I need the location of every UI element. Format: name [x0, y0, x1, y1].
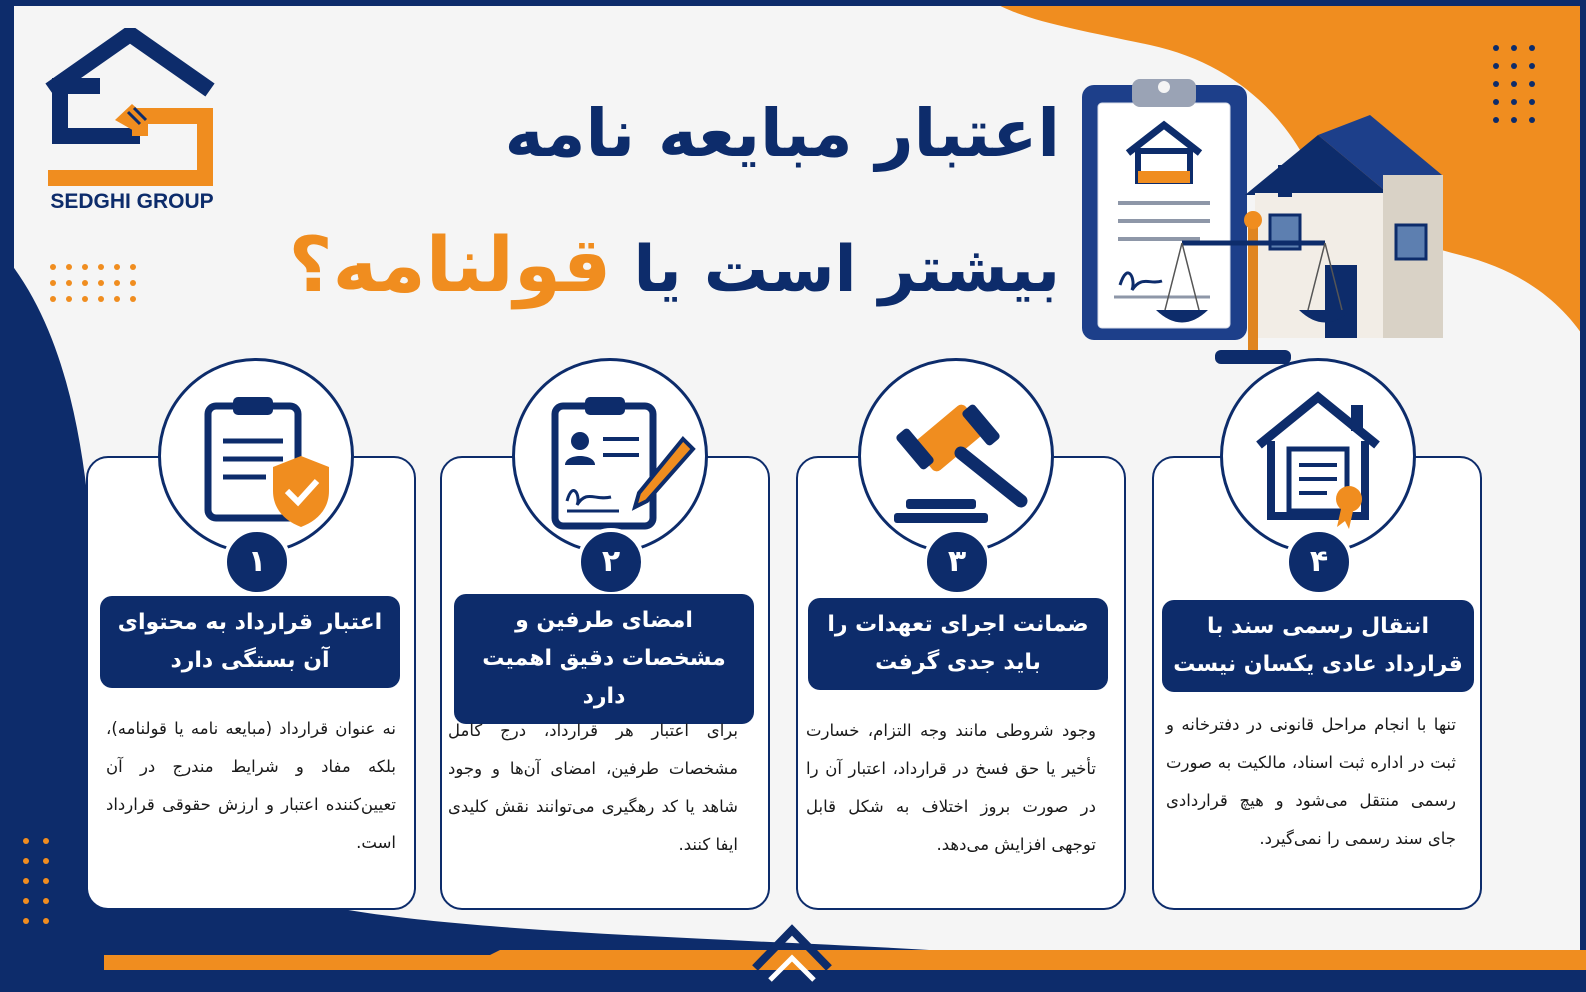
orange-bottom-strip [104, 955, 1560, 970]
title-line-2 [230, 220, 1060, 309]
card-2-number: ۲ [577, 528, 645, 596]
navy-top-border [0, 0, 1586, 6]
card-3-icon-circle [858, 358, 1054, 554]
house-deed-icon [1223, 361, 1413, 551]
hero-illustration [1070, 75, 1450, 375]
signed-document-pen-icon [515, 361, 705, 551]
dot-grid-bottom-left [20, 835, 70, 935]
dot-grid-top-right [1490, 42, 1550, 132]
card-1-icon-circle [158, 358, 354, 554]
card-4-number: ۴ [1285, 528, 1353, 596]
card-3-heading: ضمانت اجرای تعهدات را باید جدی گرفت [808, 598, 1108, 690]
card-4-icon-circle [1220, 358, 1416, 554]
navy-bottom-strip [104, 970, 1586, 992]
card-3-body: وجود شروطی مانند وجه التزام، خسارت تأخیر یا حق فسخ در قرارداد، اعتبار آن را در صورت بروز اختلاف به شکل قابل توجهی افزایش می‌دهد. [806, 721, 1096, 854]
sedghi-logo-icon [40, 28, 220, 188]
title-line-2-main: بیشتر است یا [611, 233, 1060, 307]
card-4-heading: انتقال رسمی سند با قرارداد عادی یکسان نیست [1162, 600, 1474, 692]
title-line-1: اعتبار مبایعه نامه [504, 95, 1060, 172]
title-accent: قولنامه؟ [288, 220, 612, 309]
card-1-body: نه عنوان قرارداد (مبایعه نامه یا قولنامه)، بلکه مفاد و شرایط مندرج در آن تعیین‌کننده اعتبار و ارزش حقوقی قرارداد است. [106, 719, 396, 852]
dot-grid-top-left [48, 262, 148, 312]
clipboard-shield-icon [161, 361, 351, 551]
card-4-body: تنها با انجام مراحل قانونی در دفترخانه و ثبت در اداره ثبت اسناد، مالکیت به صورت رسمی منتقل می‌شود و هیچ قراردادی جای سند رسمی را نمی‌گیرد. [1166, 715, 1456, 848]
card-1-heading: اعتبار قرارداد به محتوای آن بستگی دارد [100, 596, 400, 688]
card-1-number: ۱ [223, 528, 291, 596]
navy-right-border [1580, 0, 1586, 992]
card-2-heading: امضای طرفین و مشخصات دقیق اهمیت دارد [454, 594, 754, 724]
card-3-number: ۳ [923, 528, 991, 596]
navy-left-border [0, 0, 14, 992]
brand-name: SEDGHI GROUP [50, 190, 214, 213]
gavel-icon [861, 361, 1051, 551]
card-2-icon-circle [512, 358, 708, 554]
card-2-body: برای اعتبار هر قرارداد، درج کامل مشخصات طرفین، امضای آن‌ها و وجود شاهد یا کد رهگیری می‌توانند نقش کلیدی ایفا کنند. [448, 721, 738, 854]
